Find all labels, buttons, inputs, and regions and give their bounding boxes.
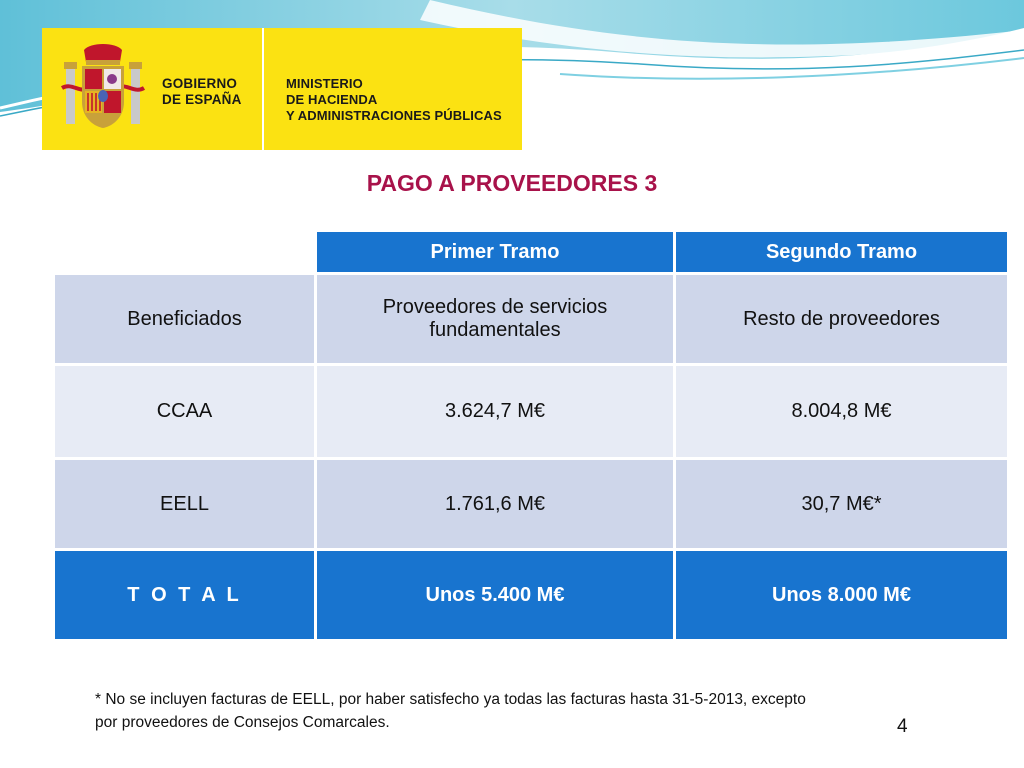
logo-divider — [262, 28, 264, 150]
ministerio-line-1: MINISTERIO — [286, 76, 363, 91]
row-label-beneficiados: Beneficiados — [55, 275, 314, 363]
header-segundo-tramo: Segundo Tramo — [676, 232, 1007, 272]
gobierno-line-2: DE ESPAÑA — [162, 92, 242, 107]
header-primer-tramo: Primer Tramo — [317, 232, 673, 272]
table-row — [55, 275, 1007, 363]
slide-title: PAGO A PROVEEDORES 3 — [366, 170, 658, 196]
footnote — [95, 688, 895, 734]
gobierno-line-1: GOBIERNO — [162, 76, 238, 91]
ministerio-line-2: DE HACIENDA — [286, 92, 378, 107]
row-label-ccaa: CCAA — [55, 366, 314, 457]
cell-total-primer: Unos 5.400 M€ — [317, 551, 673, 639]
row-label-total: T O T A L — [55, 551, 314, 639]
coat-of-arms-icon — [60, 42, 146, 134]
government-logo — [42, 28, 522, 150]
cell-beneficiados-primer: Proveedores de servicios fundamentales — [317, 275, 673, 363]
cell-ccaa-primer: 3.624,7 M€ — [317, 366, 673, 457]
table-row — [55, 460, 1007, 548]
header-empty-cell — [55, 232, 314, 272]
footnote-line-2: por proveedores de Consejos Comarcales. — [95, 714, 390, 731]
cell-total-segundo: Unos 8.000 M€ — [676, 551, 1007, 639]
cell-eell-primer: 1.761,6 M€ — [317, 460, 673, 548]
table-row — [55, 366, 1007, 457]
page-number: 4 — [897, 716, 908, 737]
footnote-line-1: * No se incluyen facturas de EELL, por haber satisfecho ya todas las facturas hasta 31-5-2013, excepto — [95, 691, 806, 708]
table-total-row — [55, 551, 1007, 639]
table-header-row — [55, 232, 1007, 272]
row-label-eell: EELL — [55, 460, 314, 548]
payment-table — [52, 229, 1010, 642]
ministerio-label — [286, 76, 502, 124]
cell-eell-segundo: 30,7 M€* — [676, 460, 1007, 548]
ministerio-line-3: Y ADMINISTRACIONES PÚBLICAS — [286, 108, 502, 123]
cell-ccaa-segundo: 8.004,8 M€ — [676, 366, 1007, 457]
gobierno-label — [162, 76, 242, 108]
cell-beneficiados-segundo: Resto de proveedores — [676, 275, 1007, 363]
